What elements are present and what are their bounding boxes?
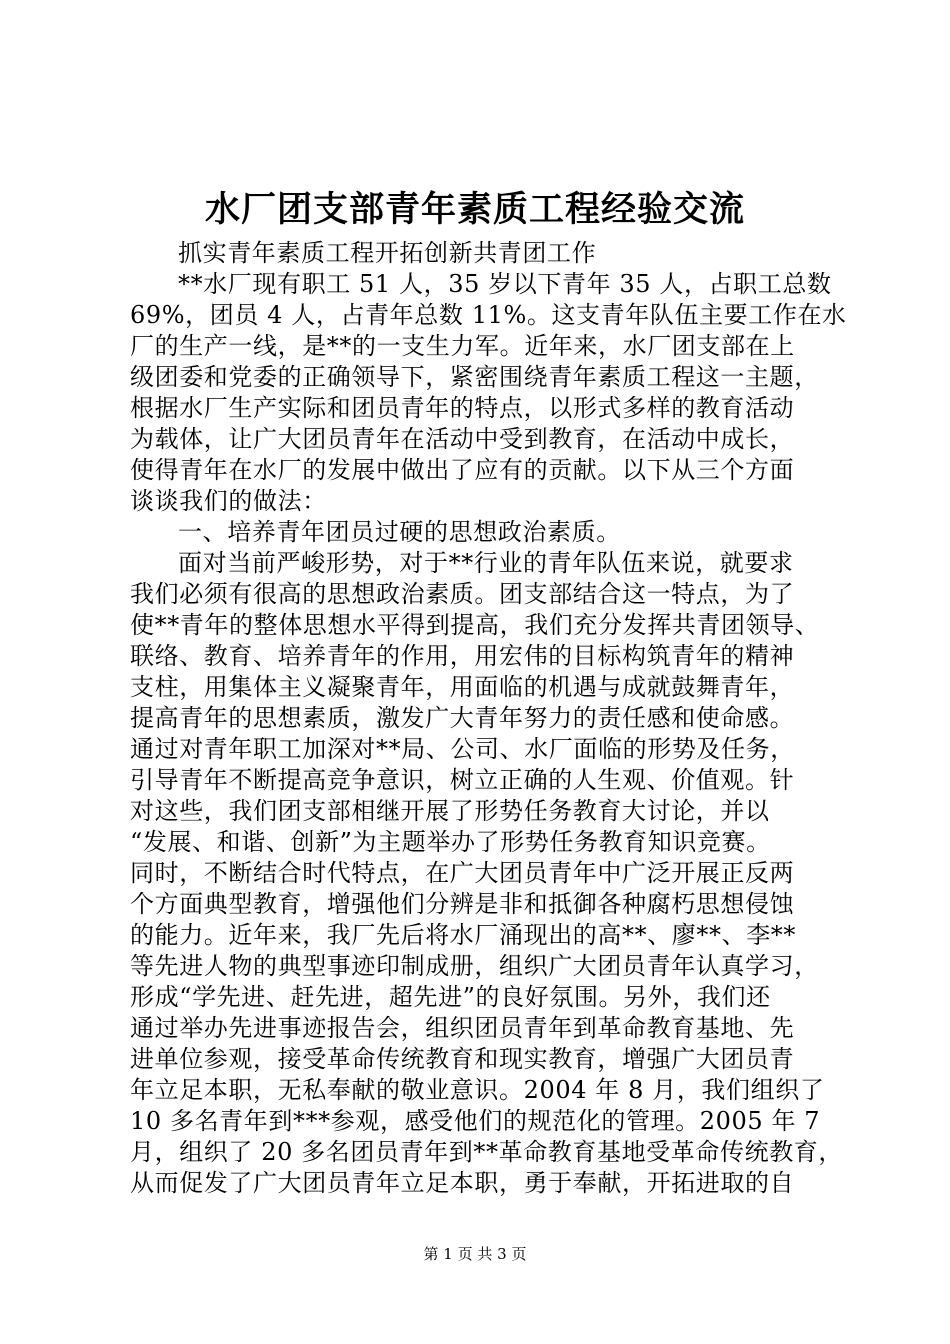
paragraph-line: 面对当前严峻形势，对于**行业的青年队伍来说，就要求: [178, 549, 794, 577]
paragraph-line: 个方面典型教育，增强他们分辨是非和抵御各种腐朽思想侵蚀: [130, 890, 795, 918]
paragraph-line: 根据水厂生产实际和团员青年的特点，以形式多样的教育活动: [130, 394, 795, 422]
paragraph-line: 通过对青年职工加深对**局、公司、水厂面临的形势及任务，: [130, 735, 795, 763]
paragraph-line: 年立足本职，无私奉献的敬业意识。2004 年 8 月，我们组织了: [130, 1076, 825, 1104]
paragraph-line: 69%，团员 4 人，占青年总数 11%。这支青年队伍主要工作在水: [130, 301, 847, 329]
paragraph-line: 形成“学先进、赶先进，超先进”的良好氛围。另外，我们还: [130, 983, 771, 1011]
paragraph-line: 从而促发了广大团员青年立足本职，勇于奉献，开拓进取的自: [130, 1169, 795, 1197]
paragraph-line: **水厂现有职工 51 人，35 岁以下青年 35 人，占职工总数: [178, 270, 832, 298]
paragraph-line: 联络、教育、培养青年的作用，用宏伟的目标构筑青年的精神: [130, 642, 795, 670]
paragraph-line: 谈谈我们的做法：: [130, 487, 327, 515]
paragraph-line: 通过举办先进事迹报告会，组织团员青年到革命教育基地、先: [130, 1014, 795, 1042]
document-title: 水厂团支部青年素质工程经验交流: [204, 189, 745, 230]
paragraph-line: 的能力。近年来，我厂先后将水厂涌现出的高**、廖**、李**: [130, 921, 796, 949]
paragraph-line: 支柱，用集体主义凝聚青年，用面临的机遇与成就鼓舞青年，: [130, 673, 795, 701]
paragraph-line: 10 多名青年到***参观，感受他们的规范化的管理。2005 年 7: [130, 1107, 821, 1135]
paragraph-line: 同时，不断结合时代特点，在广大团员青年中广泛开展正反两: [130, 859, 795, 887]
paragraph-line: 使得青年在水厂的发展中做出了应有的贡献。以下从三个方面: [130, 456, 795, 484]
paragraph-line: 等先进人物的典型事迹印制成册，组织广大团员青年认真学习，: [130, 952, 819, 980]
paragraph-line: 我们必须有很高的思想政治素质。团支部结合这一特点，为了: [130, 580, 795, 608]
document-body: [130, 238, 847, 1199]
paragraph-line: 级团委和党委的正确领导下，紧密围绕青年素质工程这一主题，: [130, 363, 819, 391]
paragraph-line: 为载体，让广大团员青年在活动中受到教育，在活动中成长，: [130, 425, 795, 453]
paragraph-line: 使**青年的整体思想水平得到提高，我们充分发挥共青团领导、: [130, 611, 820, 639]
paragraph-line: 厂的生产一线，是**的一支生力军。近年来，水厂团支部在上: [130, 332, 795, 360]
paragraph-line: “发展、和谐、创新”为主题举办了形势任务教育知识竞赛。: [130, 828, 771, 856]
paragraph-line: 引导青年不断提高竞争意识，树立正确的人生观、价值观。针: [130, 766, 795, 794]
paragraph-line: 提高青年的思想素质，激发广大青年努力的责任感和使命感。: [130, 704, 795, 732]
page-footer: 第 1 页 共 3 页: [423, 1245, 527, 1263]
section-heading: 一、培养青年团员过硬的思想政治素质。: [178, 518, 621, 546]
paragraph-line: 对这些，我们团支部相继开展了形势任务教育大讨论，并以: [130, 797, 770, 825]
paragraph-line: 进单位参观，接受革命传统教育和现实教育，增强广大团员青: [130, 1045, 795, 1073]
paragraph-line: 月，组织了 20 多名团员青年到**革命教育基地受革命传统教育，: [130, 1138, 843, 1166]
subtitle-line: 抓实青年素质工程开拓创新共青团工作: [178, 239, 597, 267]
